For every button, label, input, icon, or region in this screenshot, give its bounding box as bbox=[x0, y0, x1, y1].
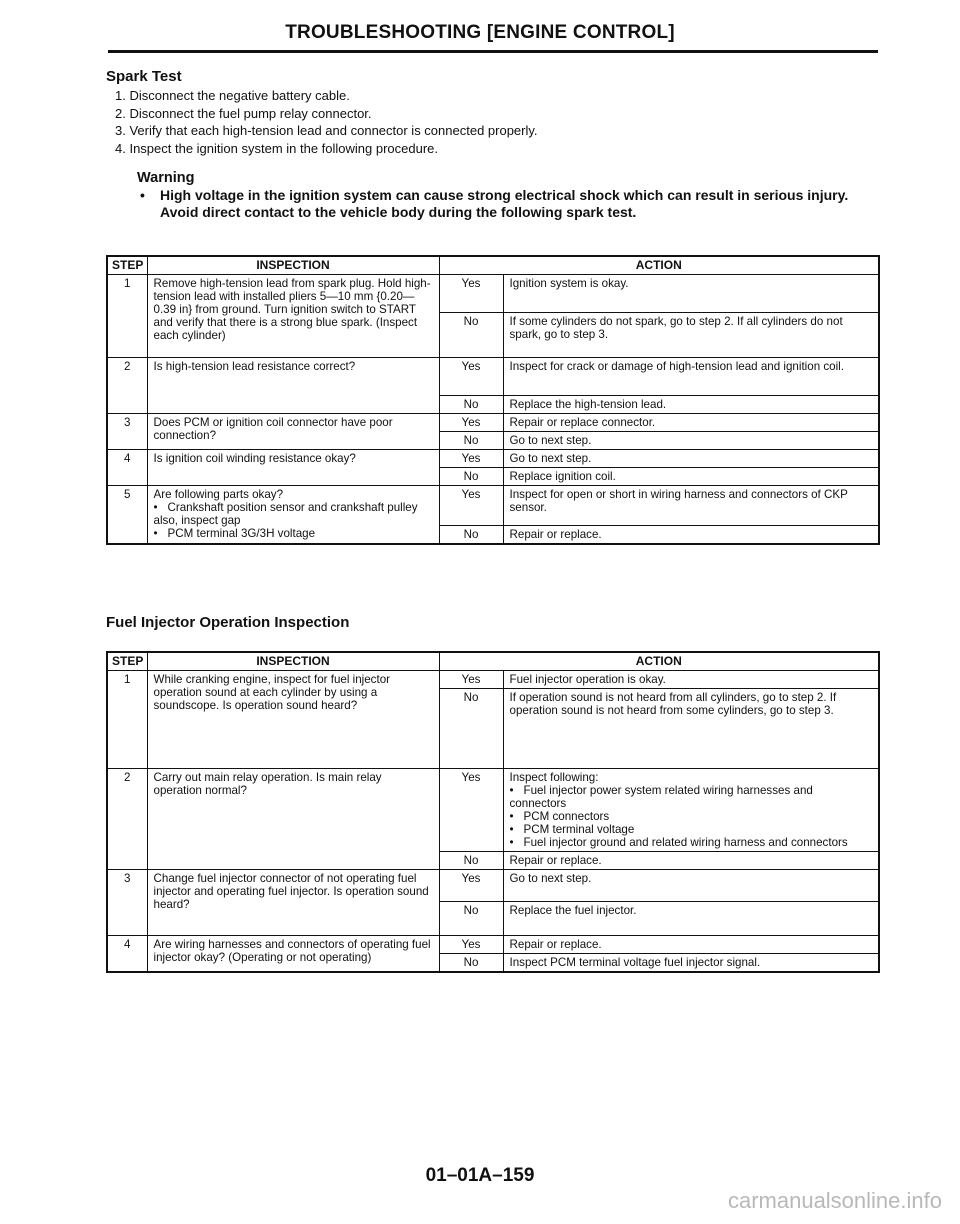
no-action: Go to next step. bbox=[503, 432, 879, 450]
no-action: If some cylinders do not spark, go to step 2. If all cylinders do not spark, go to step 3. bbox=[503, 313, 879, 358]
no-action: Replace the fuel injector. bbox=[503, 902, 879, 936]
table-row-step: 2 bbox=[107, 358, 147, 414]
header-rule bbox=[108, 50, 878, 53]
inspection-cell: Is ignition coil winding resistance okay? bbox=[147, 450, 439, 486]
warning-text: High voltage in the ignition system can cause strong electrical shock which can result in serious injury. Avoid direct contact to the vehicle body during the following spark test. bbox=[160, 187, 849, 220]
col-inspection: INSPECTION bbox=[147, 652, 439, 671]
inspection-cell: Are wiring harnesses and connectors of operating fuel injector okay? (Operating or not operating) bbox=[147, 936, 439, 973]
no-label: No bbox=[439, 526, 503, 545]
action-item: • PCM terminal voltage bbox=[509, 823, 635, 836]
no-label: No bbox=[439, 468, 503, 486]
spark-step-2: 2. Disconnect the fuel pump relay connector. bbox=[115, 105, 372, 121]
fuel-injector-table bbox=[106, 651, 880, 973]
table-row-step: 3 bbox=[107, 414, 147, 450]
action-item: • PCM connectors bbox=[509, 810, 610, 823]
table-row-step: 4 bbox=[107, 936, 147, 973]
inspection-cell: Change fuel injector connector of not operating fuel injector and operating fuel injector. Is operation sound heard? bbox=[147, 870, 439, 936]
yes-label: Yes bbox=[439, 671, 503, 689]
yes-action: Ignition system is okay. bbox=[503, 275, 879, 313]
no-label: No bbox=[439, 689, 503, 769]
inspection-cell: Remove high-tension lead from spark plug. Hold high-tension lead with installed pliers 5—10 mm {0.20—0.39 in} from ground. Turn ignition switch to START and verify that there is a strong blue spark. (Inspect each cylinder) bbox=[147, 275, 439, 358]
table-row-step: 4 bbox=[107, 450, 147, 486]
yes-label: Yes bbox=[439, 936, 503, 954]
warning-body bbox=[140, 187, 880, 221]
spark-test-steps bbox=[115, 87, 538, 157]
inspection-cell: While cranking engine, inspect for fuel injector operation sound at each cylinder by using a soundscope. Is operation sound heard? bbox=[147, 671, 439, 769]
action-item: • Fuel injector power system related wiring harnesses and connectors bbox=[509, 784, 813, 810]
yes-label: Yes bbox=[439, 870, 503, 902]
no-action: Replace the high-tension lead. bbox=[503, 396, 879, 414]
fuel-injector-title: Fuel Injector Operation Inspection bbox=[106, 614, 350, 631]
inspection-item: • PCM terminal 3G/3H voltage bbox=[153, 527, 316, 540]
spark-step-3: 3. Verify that each high-tension lead and connector is connected properly. bbox=[115, 123, 538, 138]
yes-action: Fuel injector operation is okay. bbox=[503, 671, 879, 689]
yes-action: Inspect for crack or damage of high-tension lead and ignition coil. bbox=[503, 358, 879, 396]
spark-step-4: 4. Inspect the ignition system in the following procedure. bbox=[115, 140, 439, 156]
col-step: STEP bbox=[107, 256, 147, 275]
inspection-text: Are following parts okay? bbox=[153, 488, 284, 501]
table-row-step: 1 bbox=[107, 275, 147, 358]
yes-action: Repair or replace. bbox=[503, 936, 879, 954]
table-row-step: 5 bbox=[107, 486, 147, 545]
no-label: No bbox=[439, 954, 503, 973]
inspection-cell: Does PCM or ignition coil connector have poor connection? bbox=[147, 414, 439, 450]
warning-bullet: • bbox=[140, 187, 145, 203]
warning-title: Warning bbox=[137, 170, 195, 186]
spark-step-1: 1. Disconnect the negative battery cable. bbox=[115, 88, 350, 103]
no-action: Replace ignition coil. bbox=[503, 468, 879, 486]
yes-action: Go to next step. bbox=[503, 870, 879, 902]
col-action: ACTION bbox=[439, 652, 879, 671]
no-label: No bbox=[439, 313, 503, 358]
yes-label: Yes bbox=[439, 275, 503, 313]
action-text: Inspect following: bbox=[509, 771, 599, 784]
yes-label: Yes bbox=[439, 486, 503, 526]
no-action: Repair or replace. bbox=[503, 852, 879, 870]
col-step: STEP bbox=[107, 652, 147, 671]
table-row-step: 3 bbox=[107, 870, 147, 936]
no-label: No bbox=[439, 902, 503, 936]
yes-label: Yes bbox=[439, 450, 503, 468]
action-item: • Fuel injector ground and related wiring harness and connectors bbox=[509, 836, 848, 849]
yes-action: Repair or replace connector. bbox=[503, 414, 879, 432]
no-action: Inspect PCM terminal voltage fuel injector signal. bbox=[503, 954, 879, 973]
yes-action: Go to next step. bbox=[503, 450, 879, 468]
no-label: No bbox=[439, 852, 503, 870]
col-inspection: INSPECTION bbox=[147, 256, 439, 275]
yes-action: Inspect for open or short in wiring harness and connectors of CKP sensor. bbox=[503, 486, 879, 526]
spark-test-table bbox=[106, 255, 880, 545]
inspection-cell: Is high-tension lead resistance correct? bbox=[147, 358, 439, 414]
page-number: 01–01A–159 bbox=[425, 1165, 535, 1186]
yes-label: Yes bbox=[439, 358, 503, 396]
no-action: Repair or replace. bbox=[503, 526, 879, 545]
no-action: If operation sound is not heard from all cylinders, go to step 2. If operation sound is not heard from some cylinders, go to step 3. bbox=[503, 689, 879, 769]
page-header-title: TROUBLESHOOTING [ENGINE CONTROL] bbox=[285, 22, 675, 43]
table-row-step: 1 bbox=[107, 671, 147, 769]
no-label: No bbox=[439, 432, 503, 450]
yes-label: Yes bbox=[439, 414, 503, 432]
yes-label: Yes bbox=[439, 769, 503, 852]
no-label: No bbox=[439, 396, 503, 414]
yes-action bbox=[503, 769, 879, 852]
table-row-step: 2 bbox=[107, 769, 147, 870]
inspection-cell bbox=[147, 486, 439, 545]
inspection-item: • Crankshaft position sensor and crankshaft pulley also, inspect gap bbox=[153, 501, 418, 527]
watermark-text: carmanualsonline.info bbox=[727, 1188, 942, 1213]
spark-test-title: Spark Test bbox=[106, 68, 182, 85]
inspection-cell: Carry out main relay operation. Is main relay operation normal? bbox=[147, 769, 439, 870]
col-action: ACTION bbox=[439, 256, 879, 275]
